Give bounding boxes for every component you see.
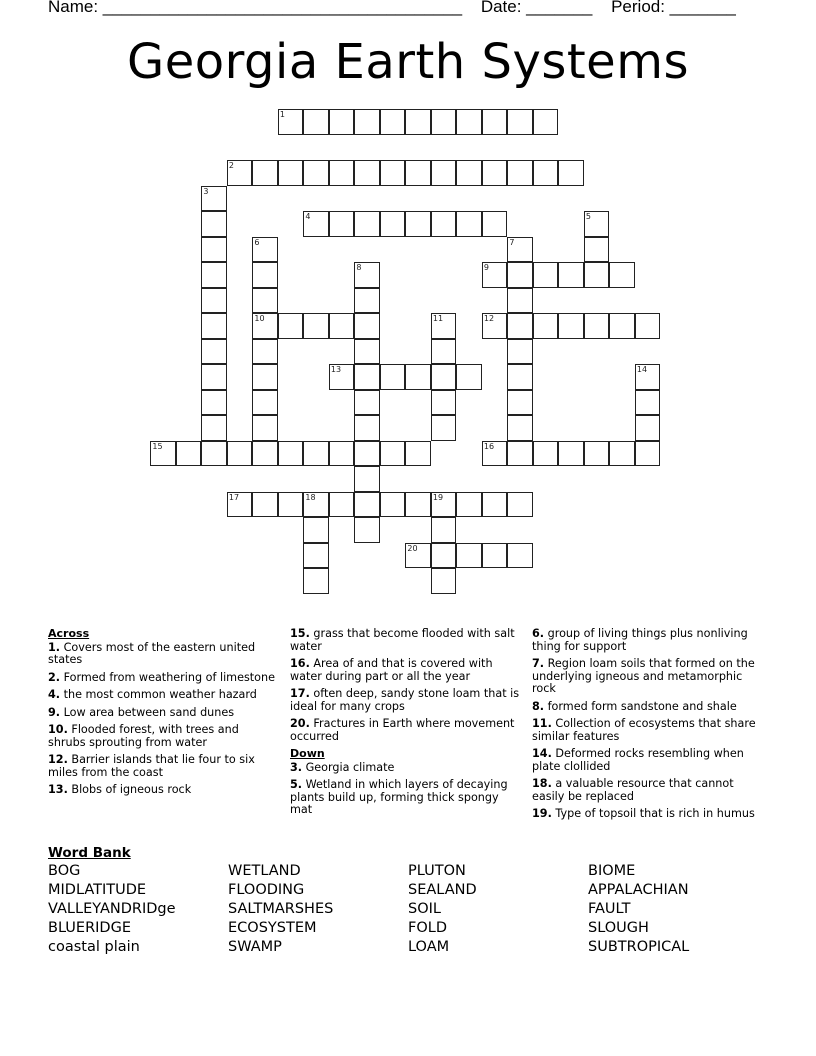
word-bank-item: VALLEYANDRIDge: [48, 901, 176, 917]
clue-number: 13: [330, 365, 342, 375]
clue-number: 4: [305, 212, 311, 222]
grid-cell[interactable]: [354, 415, 380, 441]
clue-across-2: 2. Formed from weathering of limestone: [48, 670, 275, 684]
grid-cell[interactable]: [329, 211, 355, 237]
grid-cell[interactable]: [252, 441, 278, 467]
grid-cell[interactable]: [252, 262, 278, 288]
grid-cell[interactable]: [303, 313, 329, 339]
grid-cell[interactable]: [380, 109, 406, 135]
grid-cell[interactable]: [584, 313, 610, 339]
word-bank-item: SALTMARSHES: [228, 901, 334, 917]
clues-column-1: [48, 628, 278, 802]
clue-number: 8: [356, 263, 362, 273]
word-bank-item: SWAMP: [228, 939, 282, 955]
word-bank-item: WETLAND: [228, 863, 301, 879]
grid-cell[interactable]: [431, 160, 457, 186]
clue-number: 19: [432, 492, 444, 502]
grid-cell[interactable]: [380, 492, 406, 518]
grid-cell[interactable]: [201, 364, 227, 390]
clue-down-6: 6. group of living things plus nonliving thing for support: [532, 627, 748, 653]
grid-cell[interactable]: [303, 160, 329, 186]
grid-cell[interactable]: [431, 492, 457, 518]
grid-cell[interactable]: [558, 441, 584, 467]
grid-cell[interactable]: [252, 237, 278, 263]
word-bank-item: SEALAND: [408, 882, 477, 898]
grid-cell[interactable]: [201, 262, 227, 288]
grid-cell[interactable]: [201, 415, 227, 441]
grid-cell[interactable]: [456, 364, 482, 390]
clue-number: 3: [203, 186, 209, 196]
grid-cell[interactable]: [380, 441, 406, 467]
grid-cell[interactable]: [329, 364, 355, 390]
grid-cell[interactable]: [584, 441, 610, 467]
grid-cell[interactable]: [201, 237, 227, 263]
clue-number: 10: [254, 314, 265, 324]
grid-cell[interactable]: [507, 160, 533, 186]
grid-cell[interactable]: [354, 364, 380, 390]
grid-cell[interactable]: [303, 492, 329, 518]
clue-number: 12: [483, 314, 495, 324]
clues-column-3: [532, 628, 767, 826]
grid-cell[interactable]: [252, 288, 278, 314]
grid-cell[interactable]: [354, 109, 380, 135]
grid-cell[interactable]: [303, 543, 329, 569]
grid-cell[interactable]: [227, 492, 253, 518]
clue-across-17: 17. often deep, sandy stone loam that is ideal for many crops: [290, 687, 520, 713]
grid-cell[interactable]: [584, 211, 610, 237]
worksheet-header: [48, 0, 750, 17]
clue-down-8: 8. formed form sandstone and shale: [532, 699, 737, 713]
grid-cell[interactable]: [456, 109, 482, 135]
grid-cell[interactable]: [558, 160, 584, 186]
word-bank-item: LOAM: [408, 939, 450, 955]
grid-cell[interactable]: [303, 211, 329, 237]
grid-cell[interactable]: [303, 517, 329, 543]
clue-across-12: 12. Barrier islands that lie four to six miles from the coast: [48, 753, 255, 779]
grid-cell[interactable]: [635, 441, 661, 467]
grid-cell[interactable]: [303, 568, 329, 594]
grid-cell[interactable]: [278, 313, 304, 339]
grid-cell[interactable]: [252, 339, 278, 365]
grid-cell[interactable]: [329, 441, 355, 467]
word-bank-item: FLOODING: [228, 882, 305, 898]
grid-cell[interactable]: [201, 313, 227, 339]
grid-cell[interactable]: [354, 313, 380, 339]
grid-cell[interactable]: [405, 492, 431, 518]
word-bank-item: BOG: [48, 863, 81, 879]
grid-cell[interactable]: [201, 339, 227, 365]
grid-cell[interactable]: [507, 543, 533, 569]
grid-cell[interactable]: [507, 390, 533, 416]
grid-cell[interactable]: [380, 364, 406, 390]
grid-cell[interactable]: [431, 211, 457, 237]
clue-number: 5: [585, 212, 591, 222]
clue-number: 16: [483, 441, 495, 451]
grid-cell[interactable]: [405, 543, 431, 569]
grid-cell[interactable]: [278, 441, 304, 467]
clue-down-5: 5. Wetland in which layers of decaying plants build up, forming thick spongy mat: [290, 778, 508, 816]
grid-cell[interactable]: [405, 109, 431, 135]
grid-cell[interactable]: [278, 109, 304, 135]
grid-cell[interactable]: [507, 364, 533, 390]
word-bank-item: APPALACHIAN: [588, 882, 689, 898]
grid-cell[interactable]: [507, 415, 533, 441]
grid-cell[interactable]: [150, 441, 176, 467]
grid-cell[interactable]: [482, 313, 508, 339]
clue-number: 14: [636, 365, 648, 375]
grid-cell[interactable]: [431, 517, 457, 543]
grid-cell[interactable]: [609, 262, 635, 288]
grid-cell[interactable]: [354, 339, 380, 365]
grid-cell[interactable]: [431, 339, 457, 365]
clue-across-13: 13. Blobs of igneous rock: [48, 783, 192, 796]
word-bank-list: [48, 863, 768, 956]
grid-cell[interactable]: [354, 466, 380, 492]
grid-cell[interactable]: [558, 313, 584, 339]
word-bank-item: coastal plain: [48, 939, 140, 955]
clue-number: 7: [509, 237, 515, 247]
clue-down-14: 14. Deformed rocks resembling when plate clollided: [532, 747, 744, 773]
across-heading: Across: [48, 627, 90, 640]
grid-cell[interactable]: [507, 492, 533, 518]
grid-cell[interactable]: [252, 160, 278, 186]
grid-cell[interactable]: [456, 160, 482, 186]
grid-cell[interactable]: [482, 211, 508, 237]
word-bank-item: SLOUGH: [588, 920, 649, 936]
grid-cell[interactable]: [507, 288, 533, 314]
grid-cell[interactable]: [405, 364, 431, 390]
grid-cell[interactable]: [354, 492, 380, 518]
grid-cell[interactable]: [482, 262, 508, 288]
word-bank-item: ECOSYSTEM: [228, 920, 317, 936]
down-heading: Down: [290, 747, 325, 760]
grid-cell[interactable]: [431, 313, 457, 339]
grid-cell[interactable]: [635, 390, 661, 416]
grid-cell[interactable]: [201, 211, 227, 237]
grid-cell[interactable]: [380, 160, 406, 186]
clue-across-10: 10. Flooded forest, with trees and shrubs sprouting from water: [48, 723, 239, 749]
page-title: Georgia Earth Systems: [127, 34, 689, 90]
grid-cell[interactable]: [507, 339, 533, 365]
grid-cell[interactable]: [329, 160, 355, 186]
grid-cell[interactable]: [278, 492, 304, 518]
clue-down-19: 19. Type of topsoil that is rich in humus: [532, 807, 755, 820]
grid-cell[interactable]: [584, 262, 610, 288]
grid-cell[interactable]: [456, 211, 482, 237]
grid-cell[interactable]: [635, 364, 661, 390]
word-bank-title: Word Bank: [48, 845, 131, 861]
clue-across-1: 1. Covers most of the eastern united states: [48, 640, 256, 666]
grid-cell[interactable]: [431, 543, 457, 569]
grid-cell[interactable]: [431, 390, 457, 416]
grid-cell[interactable]: [431, 364, 457, 390]
grid-cell[interactable]: [405, 160, 431, 186]
grid-cell[interactable]: [252, 364, 278, 390]
word-bank-item: BIOME: [588, 863, 636, 879]
clue-across-4: 4. the most common weather hazard: [48, 688, 257, 701]
grid-cell[interactable]: [507, 313, 533, 339]
clue-down-18: 18. a valuable resource that cannot easily be replaced: [532, 777, 734, 803]
grid-cell[interactable]: [431, 568, 457, 594]
clue-number: 20: [407, 543, 418, 553]
name-field[interactable]: Name: ______________________________________: [48, 0, 463, 16]
grid-cell[interactable]: [380, 211, 406, 237]
grid-cell[interactable]: [354, 262, 380, 288]
grid-cell[interactable]: [252, 313, 278, 339]
clue-number: 17: [228, 492, 240, 502]
grid-cell[interactable]: [329, 313, 355, 339]
grid-cell[interactable]: [507, 262, 533, 288]
clue-number: 18: [305, 492, 316, 502]
clue-across-20: 20. Fractures in Earth where movement occurred: [290, 717, 515, 743]
grid-cell[interactable]: [533, 160, 559, 186]
word-bank-item: PLUTON: [408, 863, 466, 879]
word-bank-item: BLUERIDGE: [48, 920, 131, 936]
clue-number: 1: [279, 110, 285, 120]
grid-cell[interactable]: [252, 415, 278, 441]
grid-cell[interactable]: [456, 492, 482, 518]
grid-cell[interactable]: [507, 441, 533, 467]
grid-cell[interactable]: [227, 441, 253, 467]
grid-cell[interactable]: [252, 390, 278, 416]
grid-cell[interactable]: [635, 313, 661, 339]
grid-cell[interactable]: [227, 160, 253, 186]
grid-cell[interactable]: [507, 237, 533, 263]
grid-cell[interactable]: [558, 262, 584, 288]
grid-cell[interactable]: [252, 492, 278, 518]
grid-cell[interactable]: [533, 313, 559, 339]
clue-down-3: 3. Georgia climate: [290, 760, 395, 774]
grid-cell[interactable]: [635, 415, 661, 441]
grid-cell[interactable]: [303, 109, 329, 135]
date-field[interactable]: Date: _______: [480, 0, 593, 16]
grid-cell[interactable]: [405, 441, 431, 467]
word-bank-item: SOIL: [408, 901, 441, 917]
grid-cell[interactable]: [278, 160, 304, 186]
grid-cell[interactable]: [431, 415, 457, 441]
grid-cell[interactable]: [201, 390, 227, 416]
clue-across-15: 15. grass that become flooded with salt water: [290, 627, 515, 653]
grid-cell[interactable]: [431, 109, 457, 135]
grid-cell[interactable]: [329, 109, 355, 135]
period-field[interactable]: Period: _______: [611, 0, 736, 16]
grid-cell[interactable]: [201, 288, 227, 314]
grid-cell[interactable]: [176, 441, 202, 467]
grid-cell[interactable]: [303, 441, 329, 467]
grid-cell[interactable]: [354, 517, 380, 543]
word-bank-item: FAULT: [588, 901, 631, 917]
grid-cell[interactable]: [609, 441, 635, 467]
grid-cell[interactable]: [482, 492, 508, 518]
word-bank: [48, 845, 768, 956]
word-bank-item: SUBTROPICAL: [588, 939, 690, 955]
grid-cell[interactable]: [533, 109, 559, 135]
grid-cell[interactable]: [609, 313, 635, 339]
clue-number: 6: [254, 237, 260, 247]
clue-number: 2: [228, 161, 234, 171]
clue-number: 9: [483, 263, 489, 273]
word-bank-item: MIDLATITUDE: [48, 882, 147, 898]
grid-cell[interactable]: [533, 441, 559, 467]
grid-cell[interactable]: [354, 211, 380, 237]
grid-cell[interactable]: [533, 262, 559, 288]
clues-column-2: [290, 628, 520, 822]
grid-cell[interactable]: [482, 109, 508, 135]
grid-cell[interactable]: [482, 160, 508, 186]
word-bank-item: FOLD: [408, 920, 447, 936]
grid-cell[interactable]: [456, 543, 482, 569]
grid-cell[interactable]: [405, 211, 431, 237]
clue-down-11: 11. Collection of ecosystems that share similar features: [532, 717, 756, 743]
grid-cell[interactable]: [507, 109, 533, 135]
grid-cell[interactable]: [482, 441, 508, 467]
clue-number: 15: [152, 441, 163, 451]
clue-across-16: 16. Area of and that is covered with water during part or all the year: [290, 657, 493, 683]
grid-cell[interactable]: [201, 186, 227, 212]
clue-down-7: 7. Region loam soils that formed on the underlying igneous and metamorphic rock: [532, 657, 755, 695]
clue-number: 11: [432, 314, 444, 324]
grid-cell[interactable]: [354, 288, 380, 314]
grid-cell[interactable]: [354, 160, 380, 186]
grid-cell[interactable]: [354, 441, 380, 467]
grid-cell[interactable]: [584, 237, 610, 263]
clue-across-9: 9. Low area between sand dunes: [48, 705, 235, 719]
grid-cell[interactable]: [201, 441, 227, 467]
grid-cell[interactable]: [482, 543, 508, 569]
grid-cell[interactable]: [354, 390, 380, 416]
grid-cell[interactable]: [329, 492, 355, 518]
